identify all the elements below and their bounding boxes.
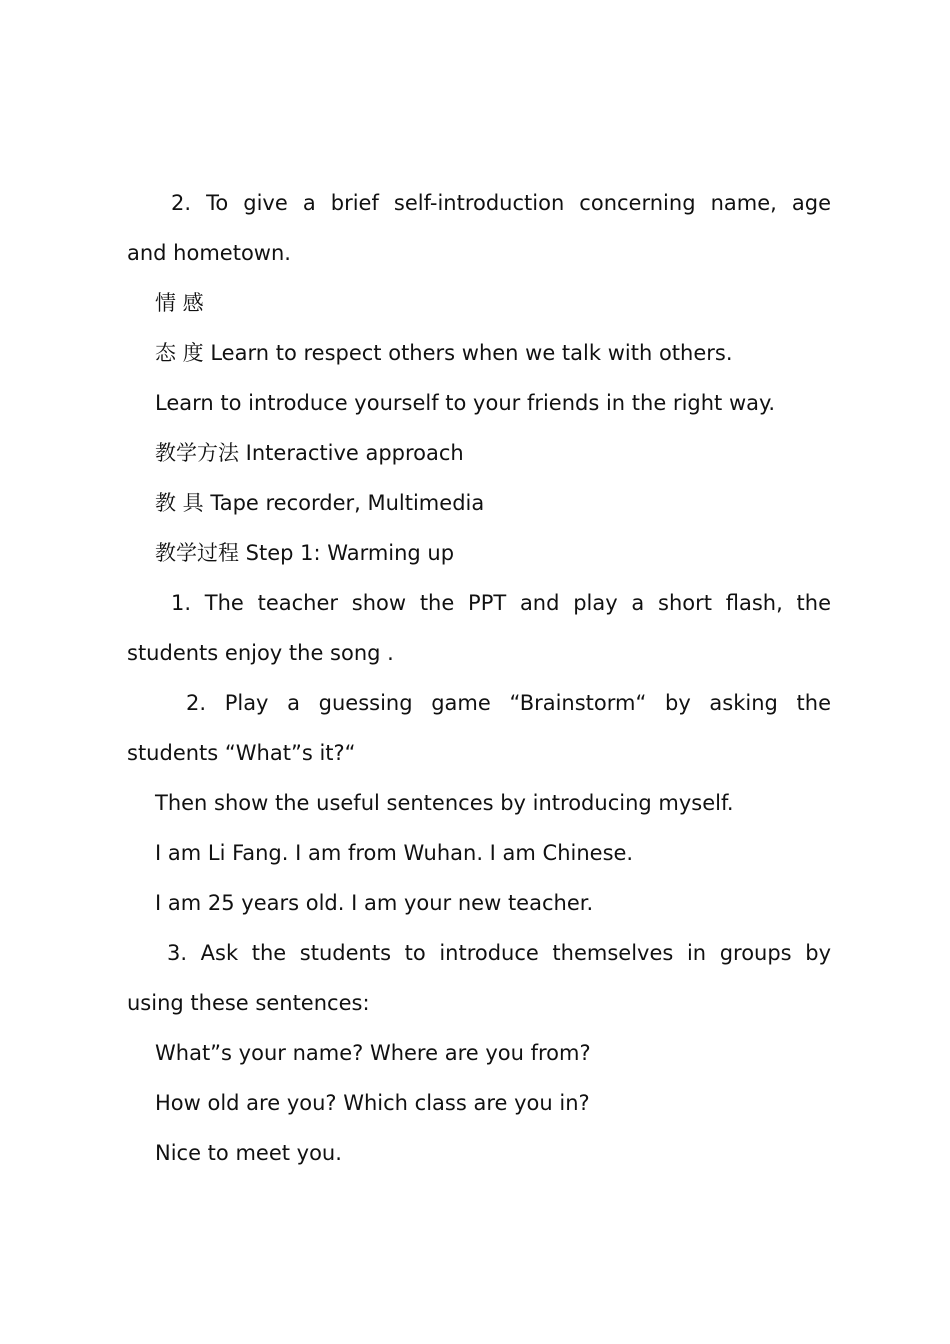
attitude-line-2: Learn to introduce yourself to your friends in the right way. <box>155 391 776 415</box>
attitude-label: 情 感 <box>155 291 204 315</box>
step-1-item-2-line-2: students “What”s it?“ <box>127 741 356 765</box>
useful-sentences-intro: Then show the useful sentences by introducing myself. <box>155 791 734 815</box>
question-sentence-1: What”s your name? Where are you from? <box>155 1041 591 1065</box>
example-sentence-1: I am Li Fang. I am from Wuhan. I am Chinese. <box>155 841 634 865</box>
step-1-item-3-line-2: using these sentences: <box>127 991 370 1015</box>
teaching-aids: 教 具 Tape recorder, Multimedia <box>155 491 485 515</box>
objective-2-line-2: and hometown. <box>127 241 291 265</box>
step-1-item-3-line-1: 3. Ask the students to introduce themselves in groups by <box>167 941 831 965</box>
step-1-item-2-line-1: 2. Play a guessing game “Brainstorm“ by asking the <box>186 691 831 715</box>
document-page <box>127 178 831 1178</box>
attitude-line-1: 态 度 Learn to respect others when we talk with others. <box>155 341 733 365</box>
question-sentence-2: How old are you? Which class are you in? <box>155 1091 590 1115</box>
step-1-item-1-line-2: students enjoy the song . <box>127 641 394 665</box>
teaching-method: 教学方法 Interactive approach <box>155 441 464 465</box>
objective-2-line-1: 2. To give a brief self-introduction concerning name, age <box>171 191 831 215</box>
example-sentence-2: I am 25 years old. I am your new teacher. <box>155 891 594 915</box>
step-1-item-1-line-1: 1. The teacher show the PPT and play a short flash, the <box>171 591 831 615</box>
closing-sentence: Nice to meet you. <box>155 1141 342 1165</box>
teaching-process-step-1: 教学过程 Step 1: Warming up <box>155 541 455 565</box>
